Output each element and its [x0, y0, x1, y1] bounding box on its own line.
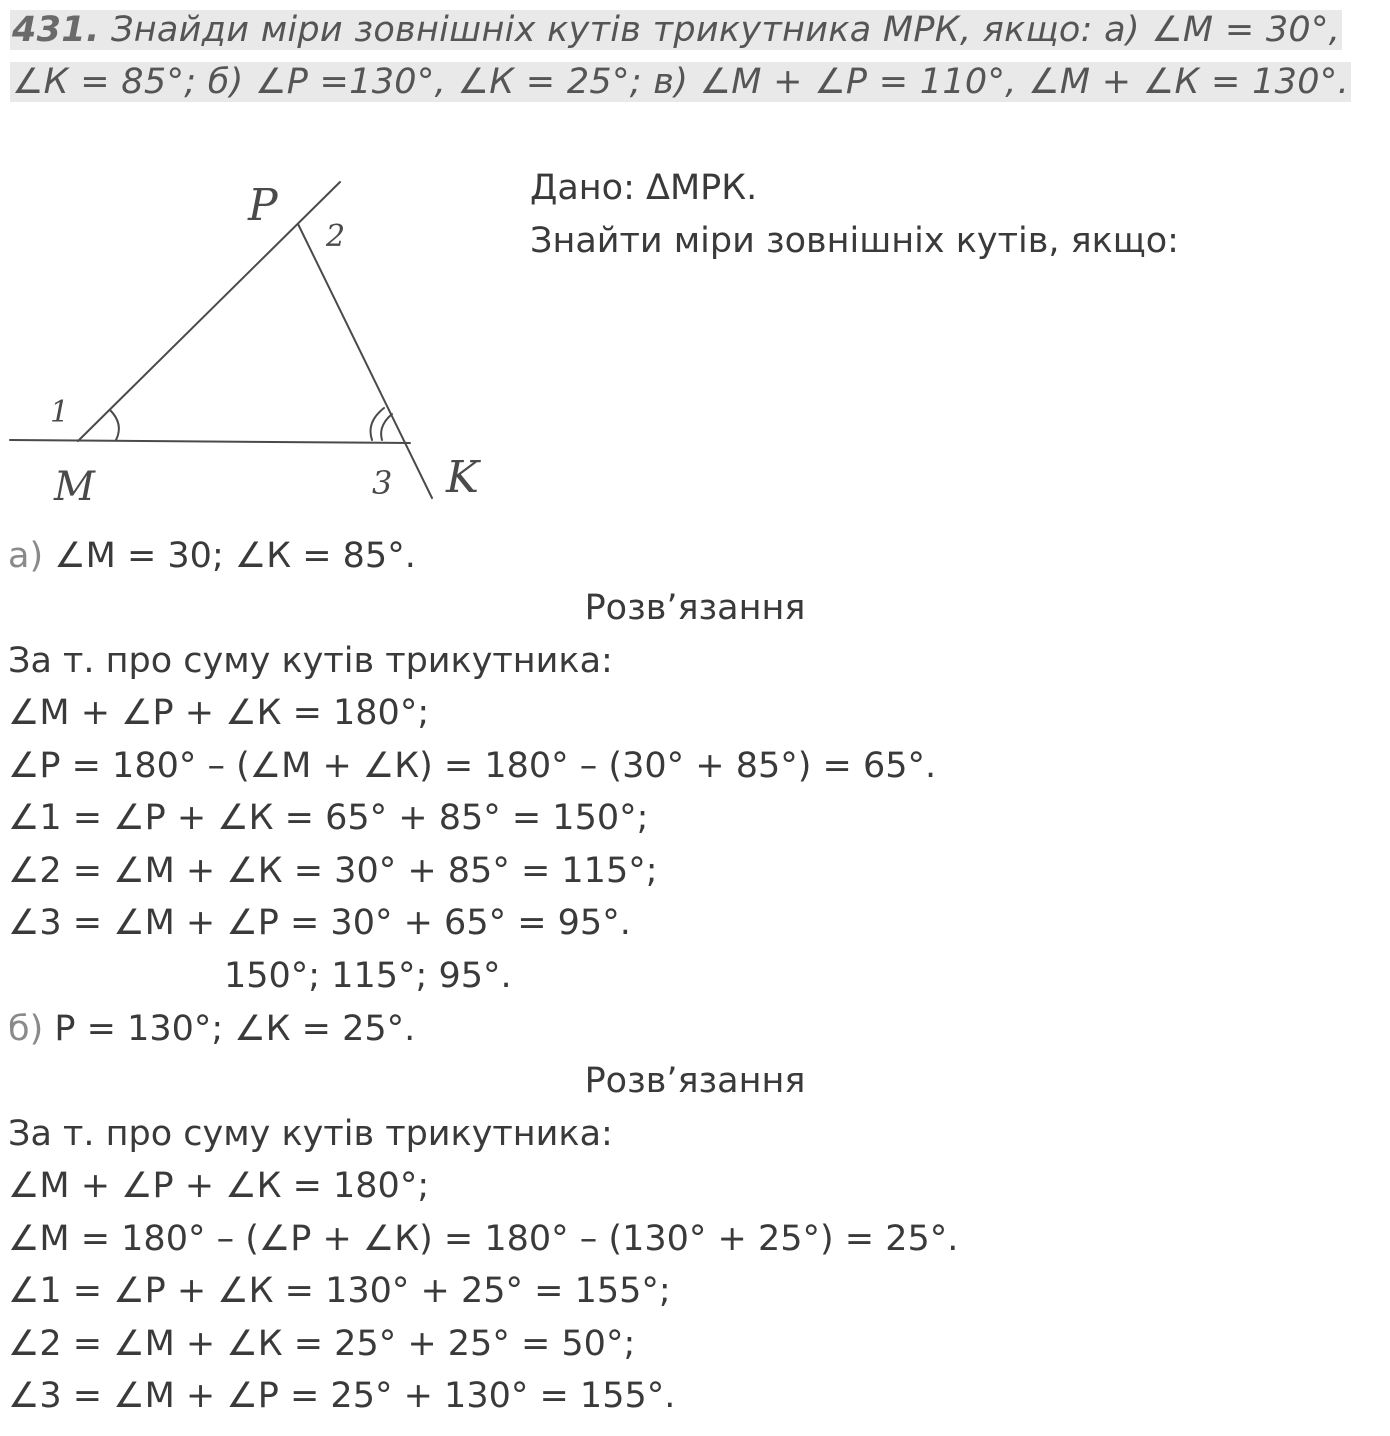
part-b-line: ∠1 = ∠Р + ∠К = 130° + 25° = 155°;: [8, 1271, 671, 1311]
side-mp: [78, 182, 340, 441]
part-a-line: ∠М + ∠Р + ∠К = 180°;: [8, 693, 430, 733]
triangle-figure: [0, 160, 500, 510]
vertex-p-label: P: [248, 180, 278, 231]
part-a-line: ∠3 = ∠М + ∠Р = 30° + 65° = 95°.: [8, 903, 631, 943]
part-b-condition: б) Р = 130°; ∠К = 25°.: [8, 1009, 416, 1049]
part-a-line: ∠2 = ∠М + ∠К = 30° + 85° = 115°;: [8, 851, 658, 891]
part-a-label: а): [8, 536, 44, 576]
base-line: [10, 440, 410, 443]
part-b-line: ∠М = 180° – (∠Р + ∠К) = 180° – (130° + 25°) = 25°.: [8, 1219, 959, 1259]
part-b-line: ∠2 = ∠М + ∠К = 25° + 25° = 50°;: [8, 1324, 636, 1364]
part-a-line: За т. про суму кутів трикутника:: [8, 641, 613, 681]
angle-arc-k-inner: [381, 414, 392, 440]
part-a-solution-heading: Розв’язання: [584, 588, 806, 628]
part-a-line: ∠Р = 180° – (∠М + ∠К) = 180° – (30° + 85°) = 65°.: [8, 746, 937, 786]
part-a-answer: 150°; 115°; 95°.: [224, 956, 512, 996]
problem-number: 431.: [12, 10, 100, 50]
angle-arc-m: [110, 410, 119, 440]
problem-statement: [10, 4, 1380, 108]
problem-text: Знайди міри зовнішніх кутів трикутника МРК, якщо: а) ∠М = 30°, ∠К = 85°; б) ∠Р =130°, ∠К = 25°; в) ∠М + ∠Р = 110°, ∠М + ∠К = 130°.: [12, 10, 1350, 102]
part-b-line: За т. про суму кутів трикутника:: [8, 1114, 613, 1154]
vertex-k-label: K: [446, 452, 479, 503]
part-b-label: б): [8, 1009, 44, 1049]
side-pk: [298, 224, 432, 498]
vertex-m-label: M: [54, 464, 95, 510]
find-line: Знайти міри зовнішніх кутів, якщо:: [530, 221, 1179, 261]
angle-1-label: 1: [50, 395, 70, 430]
part-b-line: ∠3 = ∠М + ∠Р = 25° + 130° = 155°.: [8, 1376, 676, 1416]
part-a-condition: а) ∠М = 30; ∠К = 85°.: [8, 536, 416, 576]
given-line: Дано: ΔМРК.: [530, 168, 758, 208]
part-a-line: ∠1 = ∠Р + ∠К = 65° + 85° = 150°;: [8, 798, 649, 838]
part-b-line: ∠М + ∠Р + ∠К = 180°;: [8, 1166, 430, 1206]
angle-2-label: 2: [326, 219, 346, 254]
angle-3-label: 3: [372, 464, 393, 502]
part-b-solution-heading: Розв’язання: [584, 1061, 806, 1101]
